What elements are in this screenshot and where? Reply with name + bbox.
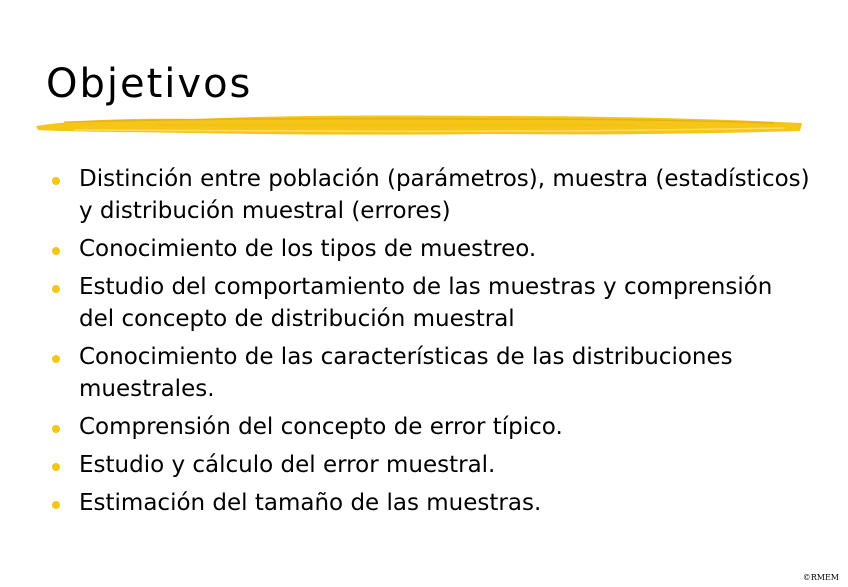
bullet-text: Conocimiento de los tipos de muestreo. (79, 236, 537, 262)
bullet-text: Estimación del tamaño de las muestras. (79, 490, 542, 516)
bullet-text: Comprensión del concepto de error típico. (79, 414, 563, 440)
bullet-dot-icon (52, 355, 60, 363)
bullet-dot-icon (52, 177, 60, 185)
bullet-text: Conocimiento de las características de las distribuciones muestrales. (79, 344, 733, 402)
bullet-item (52, 271, 812, 335)
bullet-dot-icon (52, 285, 60, 293)
copyright-notice: ©RMEM (802, 573, 839, 582)
bullet-dot-icon (52, 501, 60, 509)
bullet-text: Estudio del comportamiento de las muestras y comprensión del concepto de distribución muestral (79, 274, 773, 332)
title-underline-brushstroke (34, 110, 804, 140)
bullet-dot-icon (52, 463, 60, 471)
bullet-text: Estudio y cálculo del error muestral. (79, 452, 496, 478)
bullet-item (52, 449, 812, 481)
bullet-item (52, 487, 812, 519)
bullet-item (52, 233, 812, 265)
bullet-item (52, 163, 812, 227)
bullet-dot-icon (52, 425, 60, 433)
bullet-text: Distinción entre población (parámetros), muestra (estadísticos) y distribución muestral (errores) (79, 166, 810, 224)
bullet-dot-icon (52, 247, 60, 255)
objectives-list (52, 163, 812, 525)
bullet-item (52, 411, 812, 443)
slide-title: Objetivos (46, 61, 253, 107)
bullet-item (52, 341, 812, 405)
